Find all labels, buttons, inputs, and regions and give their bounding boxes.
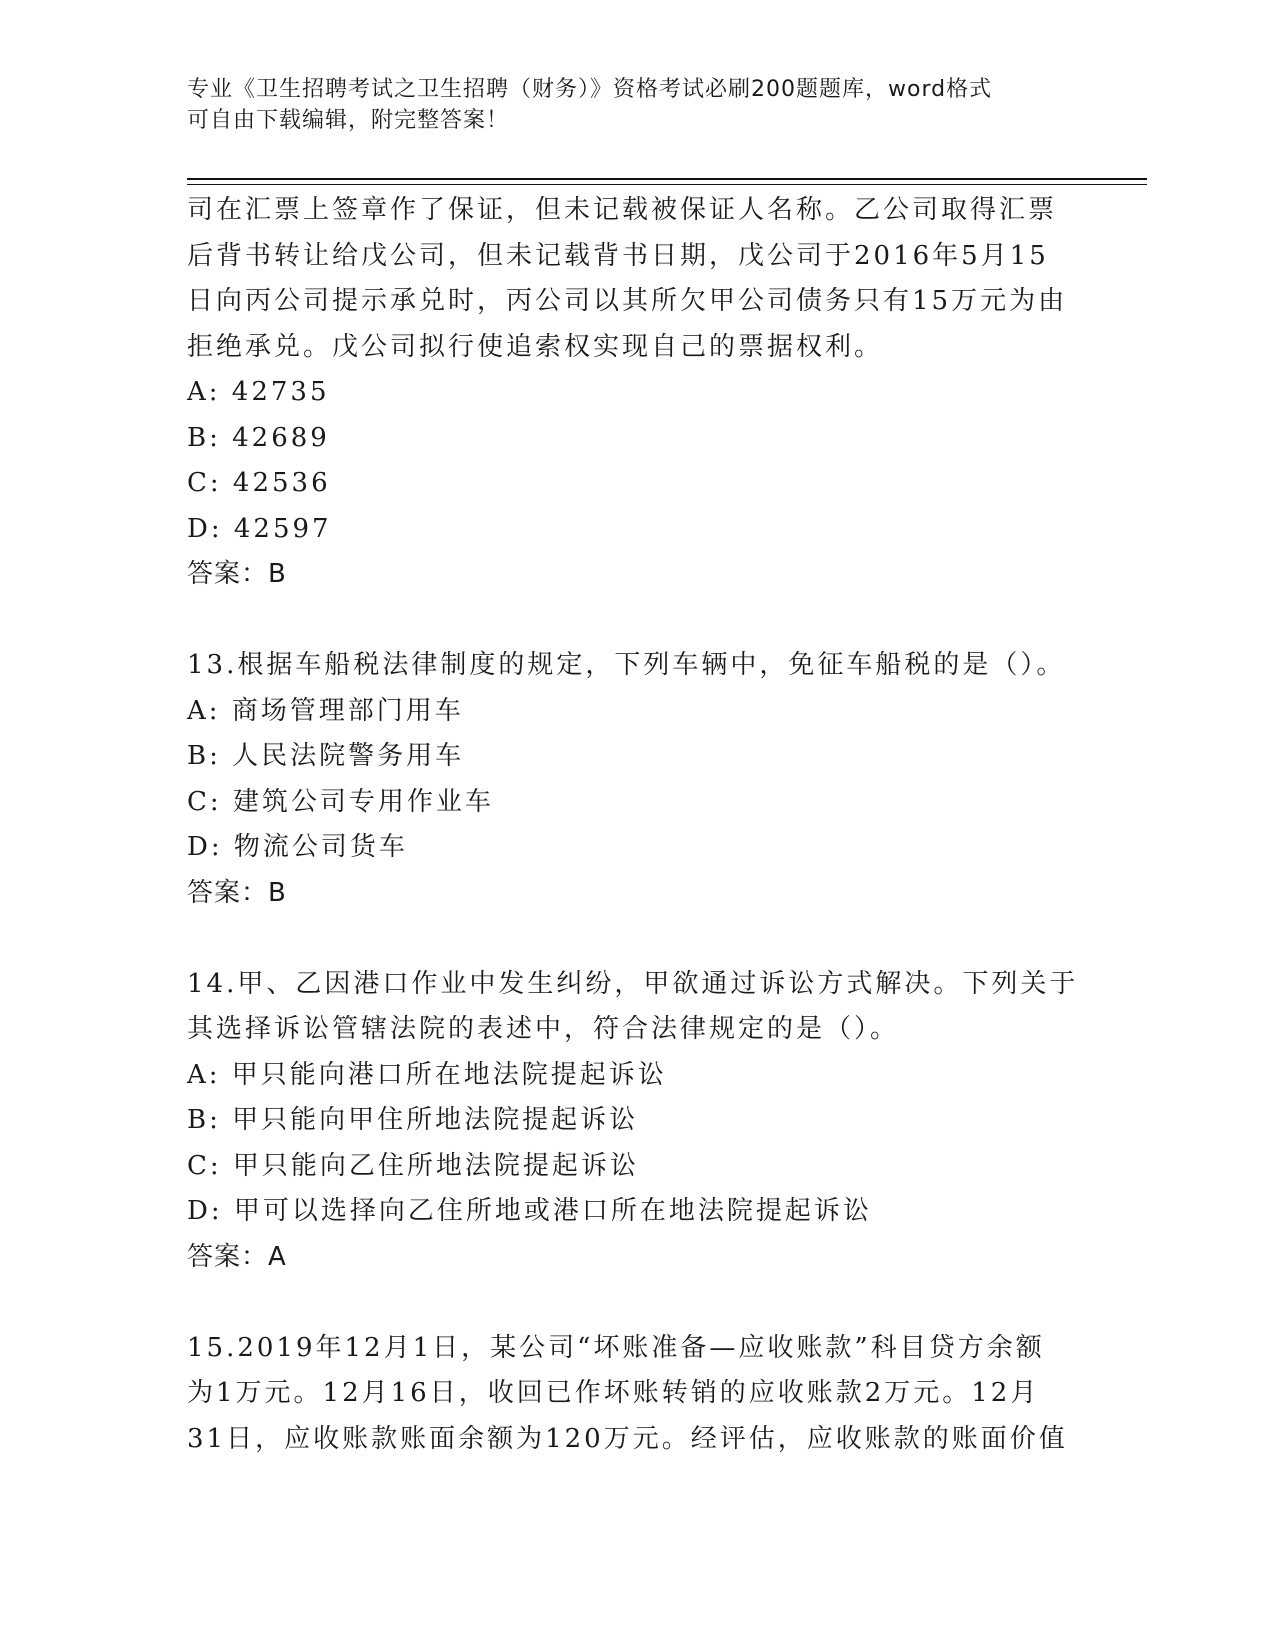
answer-line: 答案：B: [187, 877, 287, 908]
header-divider: [187, 178, 1147, 185]
option-b: B: 甲只能向甲住所地法院提起诉讼: [187, 1105, 639, 1135]
question-text-line: 司在汇票上签章作了保证，但未记载被保证人名称。乙公司取得汇票: [187, 195, 1058, 225]
header-line-2: 可自由下载编辑，附完整答案！: [187, 108, 510, 133]
question-text-line: 为1万元。12月16日，收回已作坏账转销的应收账款2万元。12月: [187, 1378, 1040, 1408]
answer-line: 答案：B: [187, 559, 287, 589]
option-b: B: 42689: [187, 422, 330, 453]
option-a: A: 42735: [187, 377, 330, 407]
question-text-line: 31日，应收账款账面余额为120万元。经评估，应收账款的账面价值: [187, 1423, 1068, 1454]
option-c: C: 甲只能向乙住所地法院提起诉讼: [187, 1150, 639, 1181]
spacer: [187, 1280, 1087, 1326]
document-body: [187, 188, 1087, 1462]
option-a: A: 商场管理部门用车: [187, 695, 464, 726]
spacer: [187, 598, 1087, 644]
question-13: [187, 643, 1087, 916]
question-text-line: 其选择诉讼管辖法院的表述中，符合法律规定的是（）。: [187, 1014, 900, 1044]
question-text-line: 后背书转让给戊公司，但未记载背书日期，戊公司于2016年5月15: [187, 240, 1049, 271]
question-text-line: 日向丙公司提示承兑时，丙公司以其所欠甲公司债务只有15万元为由: [187, 286, 1068, 316]
option-a: A: 甲只能向港口所在地法院提起诉讼: [187, 1059, 667, 1090]
question-14: [187, 962, 1087, 1281]
option-d: D: 物流公司货车: [187, 832, 408, 862]
question-text-line: 拒绝承兑。戊公司拟行使追索权实现自己的票据权利。: [187, 331, 884, 362]
question-15: [187, 1326, 1087, 1463]
option-c: C: 建筑公司专用作业车: [187, 786, 494, 817]
header-line-1: 专业《卫生招聘考试之卫生招聘（财务）》资格考试必刷200题题库，word格式: [187, 77, 993, 102]
document-header: [187, 74, 1067, 136]
question-text-line: 14.甲、乙因港口作业中发生纠纷，甲欲通过诉讼方式解决。下列关于: [187, 968, 1079, 999]
option-b: B: 人民法院警务用车: [187, 741, 465, 771]
question-text-line: 15.2019年12月1日，某公司“坏账准备—应收账款”科目贷方余额: [187, 1332, 1045, 1363]
answer-line: 答案：A: [187, 1241, 287, 1272]
option-d: D: 甲可以选择向乙住所地或港口所在地法院提起诉讼: [187, 1196, 872, 1226]
option-d: D: 42597: [187, 513, 332, 544]
spacer: [187, 916, 1087, 962]
question-text-line: 13.根据车船税法律制度的规定，下列车辆中，免征车船税的是（）。: [187, 650, 1066, 680]
question-12-continuation: [187, 188, 1087, 598]
option-c: C: 42536: [187, 468, 331, 498]
